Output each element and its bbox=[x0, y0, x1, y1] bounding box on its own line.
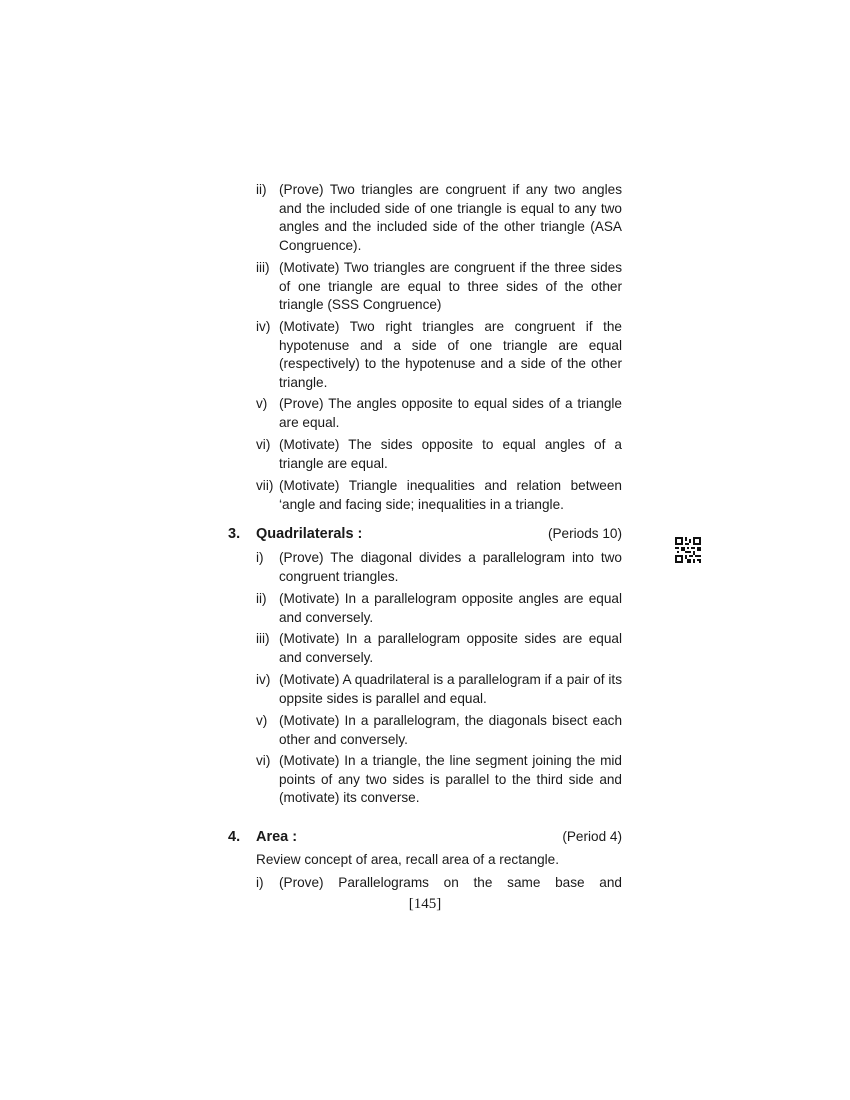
list-item bbox=[256, 671, 622, 708]
item-number: vi) bbox=[256, 753, 271, 768]
list-item bbox=[256, 395, 622, 432]
item-text: (Motivate) In a parallelogram opposite angles are equal and conversely. bbox=[279, 591, 622, 625]
list-item bbox=[256, 752, 622, 808]
list-item bbox=[256, 630, 622, 667]
item-number: v) bbox=[256, 396, 268, 411]
page-number: [145] bbox=[408, 896, 442, 912]
list-item bbox=[256, 259, 622, 315]
item-text: (Prove) Parallelograms on the same base and bbox=[279, 875, 622, 890]
item-number: i) bbox=[256, 550, 264, 565]
section-title: Area : bbox=[256, 829, 298, 845]
item-text: (Motivate) Triangle inequalities and relation between ‘angle and facing side; inequalities in a triangle. bbox=[279, 478, 622, 512]
section-periods: (Period 4) bbox=[562, 829, 622, 844]
list-item bbox=[256, 874, 622, 893]
list-item bbox=[256, 436, 622, 473]
item-number: iv) bbox=[256, 672, 271, 687]
list-item bbox=[256, 318, 622, 392]
item-number: iv) bbox=[256, 319, 271, 334]
section-intro: Review concept of area, recall area of a rectangle. bbox=[256, 852, 560, 867]
list-item bbox=[256, 549, 622, 586]
item-number: vi) bbox=[256, 437, 271, 452]
section-number: 4. bbox=[228, 829, 241, 845]
item-text: (Motivate) A quadrilateral is a parallelogram if a pair of its oppsite sides is parallel and equal. bbox=[279, 672, 622, 706]
qr-code-icon bbox=[675, 537, 701, 563]
item-text: (Prove) The angles opposite to equal sides of a triangle are equal. bbox=[279, 396, 622, 430]
item-text: (Motivate) Two right triangles are congruent if the hypotenuse and a side of one triangle are equal (respectively) to the hypotenuse and a side of the other triangle. bbox=[279, 319, 622, 390]
item-number: v) bbox=[256, 713, 268, 728]
item-text: (Motivate) Two triangles are congruent if the three sides of one triangle are equal to three sides of the other triangle (SSS Congruence) bbox=[279, 260, 622, 313]
section-number: 3. bbox=[228, 526, 241, 542]
section-periods: (Periods 10) bbox=[547, 526, 622, 541]
item-number: ii) bbox=[256, 182, 267, 197]
list-item bbox=[256, 477, 622, 514]
item-text: (Motivate) The sides opposite to equal angles of a triangle are equal. bbox=[279, 437, 622, 471]
item-text: (Motivate) In a parallelogram, the diagonals bisect each other and conversely. bbox=[279, 713, 622, 747]
item-number: iii) bbox=[256, 260, 270, 275]
list-item bbox=[256, 181, 622, 255]
item-number: ii) bbox=[256, 591, 267, 606]
item-text: (Prove) The diagonal divides a parallelogram into two congruent triangles. bbox=[279, 550, 622, 584]
item-number: iii) bbox=[256, 631, 270, 646]
item-text: (Motivate) In a parallelogram opposite sides are equal and conversely. bbox=[279, 631, 622, 665]
list-item bbox=[256, 590, 622, 627]
item-number: vii) bbox=[256, 478, 274, 493]
item-text: (Motivate) In a triangle, the line segment joining the mid points of any two sides is parallel to the third side and (motivate) its converse. bbox=[279, 753, 622, 806]
item-number: i) bbox=[256, 875, 264, 890]
section-title: Quadrilaterals : bbox=[256, 526, 363, 542]
item-text: (Prove) Two triangles are congruent if any two angles and the included side of one triangle is equal to any two angles and the included side of the other triangle (ASA Congruence). bbox=[279, 182, 622, 253]
list-item bbox=[256, 712, 622, 749]
